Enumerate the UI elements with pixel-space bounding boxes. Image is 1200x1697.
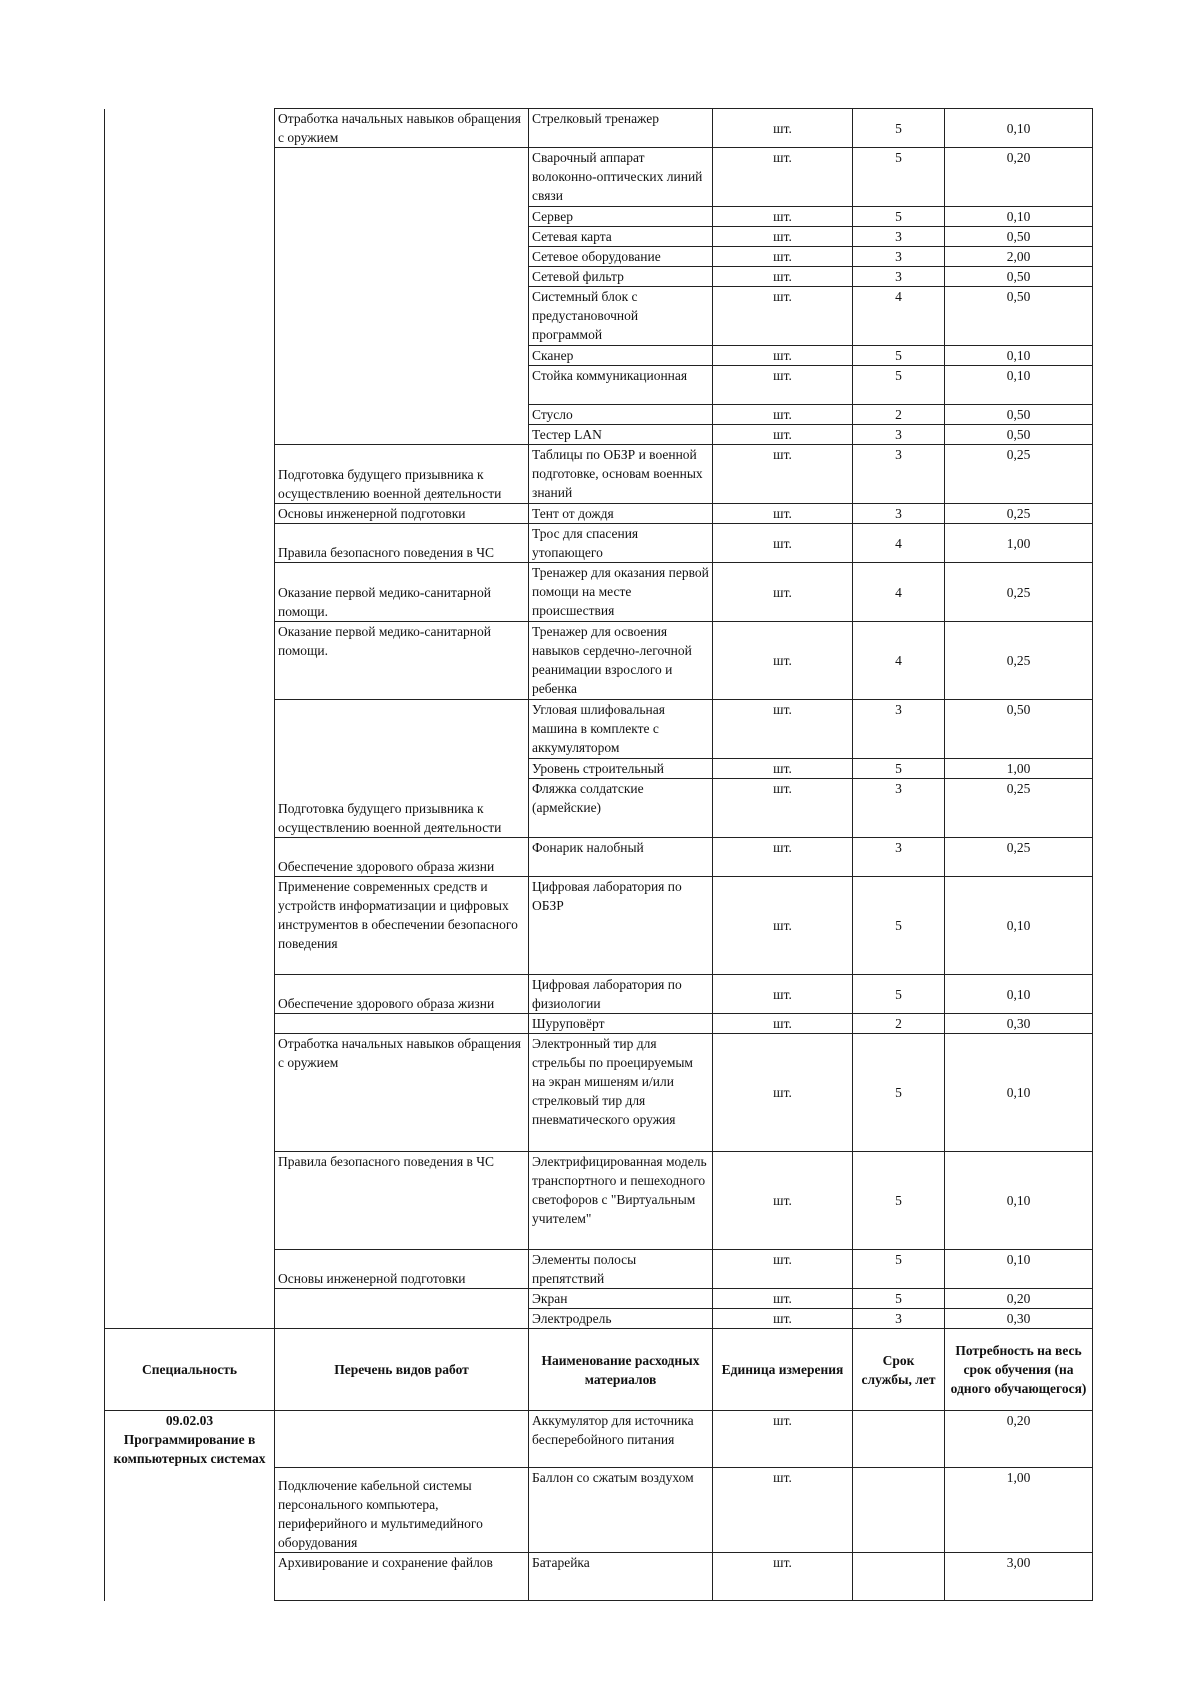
work-cell: Применение современных средств и устройств информатизации и цифровых инструментов в обеспечении безопасного поведения <box>275 877 529 975</box>
work-cell: Отработка начальных навыков обращения с оружием <box>275 109 529 148</box>
need-cell: 0,25 <box>945 779 1093 838</box>
life-cell: 5 <box>853 1034 945 1152</box>
need-cell: 0,50 <box>945 425 1093 445</box>
header-specialty: Специальность <box>105 1329 275 1411</box>
life-cell: 5 <box>853 975 945 1014</box>
material-cell: Элементы полосы препятствий <box>529 1250 713 1289</box>
work-cell: Правила безопасного поведения в ЧС <box>275 1152 529 1250</box>
life-cell: 5 <box>853 109 945 148</box>
unit-cell: шт. <box>713 504 853 524</box>
life-cell: 3 <box>853 267 945 287</box>
work-cell: Подключение кабельной системы персонального компьютера, периферийного и мультимедийного оборудования <box>275 1468 529 1553</box>
need-cell: 0,50 <box>945 287 1093 346</box>
material-cell: Аккумулятор для источника бесперебойного питания <box>529 1411 713 1468</box>
material-cell: Баллон со сжатым воздухом <box>529 1468 713 1553</box>
unit-cell: шт. <box>713 207 853 227</box>
work-cell: Оказание первой медико-санитарной помощи. <box>275 563 529 622</box>
life-cell: 5 <box>853 877 945 975</box>
need-cell: 0,50 <box>945 700 1093 759</box>
unit-cell: шт. <box>713 1250 853 1289</box>
unit-cell: шт. <box>713 700 853 759</box>
need-cell: 0,20 <box>945 1411 1093 1468</box>
need-cell: 1,00 <box>945 1468 1093 1553</box>
life-cell: 5 <box>853 346 945 366</box>
material-cell: Уровень строительный <box>529 759 713 779</box>
work-cell <box>275 148 529 445</box>
unit-cell: шт. <box>713 445 853 504</box>
material-cell: Сетевая карта <box>529 227 713 247</box>
need-cell: 0,10 <box>945 346 1093 366</box>
life-cell <box>853 1553 945 1601</box>
material-cell: Шуруповёрт <box>529 1014 713 1034</box>
material-cell: Тестер LAN <box>529 425 713 445</box>
life-cell: 5 <box>853 1152 945 1250</box>
need-cell: 3,00 <box>945 1553 1093 1601</box>
need-cell: 1,00 <box>945 759 1093 779</box>
material-cell: Электронный тир для стрельбы по проецируемым на экран мишеням и/или стрелковый тир для пневматического оружия <box>529 1034 713 1152</box>
unit-cell: шт. <box>713 405 853 425</box>
work-cell: Правила безопасного поведения в ЧС <box>275 524 529 563</box>
unit-cell: шт. <box>713 366 853 405</box>
header-unit: Единица измерения <box>713 1329 853 1411</box>
table-row <box>105 1411 1093 1468</box>
work-cell: Основы инженерной подготовки <box>275 504 529 524</box>
life-cell: 5 <box>853 1289 945 1309</box>
life-cell: 4 <box>853 563 945 622</box>
material-cell: Сервер <box>529 207 713 227</box>
work-cell: Архивирование и сохранение файлов <box>275 1553 529 1601</box>
work-cell: Оказание первой медико-санитарной помощи. <box>275 622 529 700</box>
unit-cell: шт. <box>713 563 853 622</box>
material-cell: Электрифицированная модель транспортного и пешеходного светофоров с "Виртуальным учителем" <box>529 1152 713 1250</box>
life-cell: 5 <box>853 759 945 779</box>
material-cell: Тренажер для освоения навыков сердечно-легочной реанимации взрослого и ребенка <box>529 622 713 700</box>
unit-cell: шт. <box>713 425 853 445</box>
need-cell: 2,00 <box>945 247 1093 267</box>
life-cell: 2 <box>853 405 945 425</box>
unit-cell: шт. <box>713 267 853 287</box>
material-cell: Трос для спасения утопающего <box>529 524 713 563</box>
material-cell: Экран <box>529 1289 713 1309</box>
table-header-row <box>105 1329 1093 1411</box>
unit-cell: шт. <box>713 148 853 207</box>
table-row <box>105 109 1093 148</box>
life-cell: 3 <box>853 838 945 877</box>
life-cell: 4 <box>853 622 945 700</box>
work-cell: Подготовка будущего призывника к осуществлению военной деятельности <box>275 700 529 838</box>
material-cell: Системный блок с предустановочной программой <box>529 287 713 346</box>
life-cell <box>853 1468 945 1553</box>
work-cell-empty <box>275 1289 529 1329</box>
life-cell: 4 <box>853 524 945 563</box>
material-cell: Сканер <box>529 346 713 366</box>
material-cell: Электродрель <box>529 1309 713 1329</box>
work-cell: Подготовка будущего призывника к осуществлению военной деятельности <box>275 445 529 504</box>
material-cell: Тренажер для оказания первой помощи на месте происшествия <box>529 563 713 622</box>
unit-cell: шт. <box>713 346 853 366</box>
need-cell: 0,10 <box>945 207 1093 227</box>
life-cell: 3 <box>853 779 945 838</box>
material-cell: Тент от дождя <box>529 504 713 524</box>
life-cell: 3 <box>853 700 945 759</box>
need-cell: 0,25 <box>945 504 1093 524</box>
specialty-cell-empty <box>105 109 275 1329</box>
unit-cell: шт. <box>713 877 853 975</box>
need-cell: 1,00 <box>945 524 1093 563</box>
life-cell <box>853 1411 945 1468</box>
life-cell: 2 <box>853 1014 945 1034</box>
material-cell: Таблицы по ОБЗР и военной подготовке, основам военных знаний <box>529 445 713 504</box>
work-cell <box>275 1014 529 1034</box>
material-cell: Стусло <box>529 405 713 425</box>
material-cell: Сварочный аппарат волоконно-оптических линий связи <box>529 148 713 207</box>
need-cell: 0,25 <box>945 563 1093 622</box>
need-cell: 0,30 <box>945 1014 1093 1034</box>
life-cell: 3 <box>853 425 945 445</box>
life-cell: 5 <box>853 1250 945 1289</box>
need-cell: 0,10 <box>945 1250 1093 1289</box>
work-cell: Отработка начальных навыков обращения с оружием <box>275 1034 529 1152</box>
need-cell: 0,20 <box>945 1289 1093 1309</box>
life-cell: 3 <box>853 1309 945 1329</box>
material-cell: Сетевое оборудование <box>529 247 713 267</box>
need-cell: 0,50 <box>945 227 1093 247</box>
need-cell: 0,25 <box>945 622 1093 700</box>
unit-cell: шт. <box>713 1034 853 1152</box>
life-cell: 3 <box>853 504 945 524</box>
need-cell: 0,25 <box>945 838 1093 877</box>
unit-cell: шт. <box>713 622 853 700</box>
need-cell: 0,10 <box>945 975 1093 1014</box>
work-cell: Основы инженерной подготовки <box>275 1250 529 1289</box>
materials-table <box>104 108 1093 1601</box>
need-cell: 0,10 <box>945 366 1093 405</box>
need-cell: 0,10 <box>945 1152 1093 1250</box>
unit-cell: шт. <box>713 1468 853 1553</box>
specialty-cell: 09.02.03 Программирование в компьютерных системах <box>105 1411 275 1601</box>
unit-cell: шт. <box>713 1152 853 1250</box>
material-cell: Стойка коммуникационная <box>529 366 713 405</box>
unit-cell: шт. <box>713 1411 853 1468</box>
unit-cell: шт. <box>713 759 853 779</box>
need-cell: 0,10 <box>945 1034 1093 1152</box>
unit-cell: шт. <box>713 1289 853 1309</box>
unit-cell: шт. <box>713 1014 853 1034</box>
material-cell: Фляжка солдатские (армейские) <box>529 779 713 838</box>
need-cell: 0,50 <box>945 267 1093 287</box>
unit-cell: шт. <box>713 247 853 267</box>
material-cell: Стрелковый тренажер <box>529 109 713 148</box>
need-cell: 0,10 <box>945 109 1093 148</box>
work-cell-empty <box>275 1411 529 1468</box>
life-cell: 4 <box>853 287 945 346</box>
header-works: Перечень видов работ <box>275 1329 529 1411</box>
header-life: Срок службы, лет <box>853 1329 945 1411</box>
need-cell: 0,30 <box>945 1309 1093 1329</box>
material-cell: Цифровая лаборатория по физиологии <box>529 975 713 1014</box>
need-cell: 0,20 <box>945 148 1093 207</box>
work-cell: Обеспечение здорового образа жизни <box>275 838 529 877</box>
need-cell: 0,25 <box>945 445 1093 504</box>
need-cell: 0,50 <box>945 405 1093 425</box>
unit-cell: шт. <box>713 975 853 1014</box>
material-cell: Сетевой фильтр <box>529 267 713 287</box>
unit-cell: шт. <box>713 1553 853 1601</box>
unit-cell: шт. <box>713 524 853 563</box>
unit-cell: шт. <box>713 227 853 247</box>
material-cell: Цифровая лаборатория по ОБЗР <box>529 877 713 975</box>
unit-cell: шт. <box>713 287 853 346</box>
life-cell: 3 <box>853 247 945 267</box>
need-cell: 0,10 <box>945 877 1093 975</box>
life-cell: 5 <box>853 366 945 405</box>
work-cell: Обеспечение здорового образа жизни <box>275 975 529 1014</box>
unit-cell: шт. <box>713 109 853 148</box>
header-need: Потребность на весь срок обучения (на одного обучающегося) <box>945 1329 1093 1411</box>
unit-cell: шт. <box>713 1309 853 1329</box>
header-material: Наименование расходных материалов <box>529 1329 713 1411</box>
life-cell: 5 <box>853 148 945 207</box>
life-cell: 5 <box>853 207 945 227</box>
material-cell: Батарейка <box>529 1553 713 1601</box>
unit-cell: шт. <box>713 838 853 877</box>
life-cell: 3 <box>853 227 945 247</box>
unit-cell: шт. <box>713 779 853 838</box>
life-cell: 3 <box>853 445 945 504</box>
material-cell: Фонарик налобный <box>529 838 713 877</box>
material-cell: Угловая шлифовальная машина в комплекте с аккумулятором <box>529 700 713 759</box>
